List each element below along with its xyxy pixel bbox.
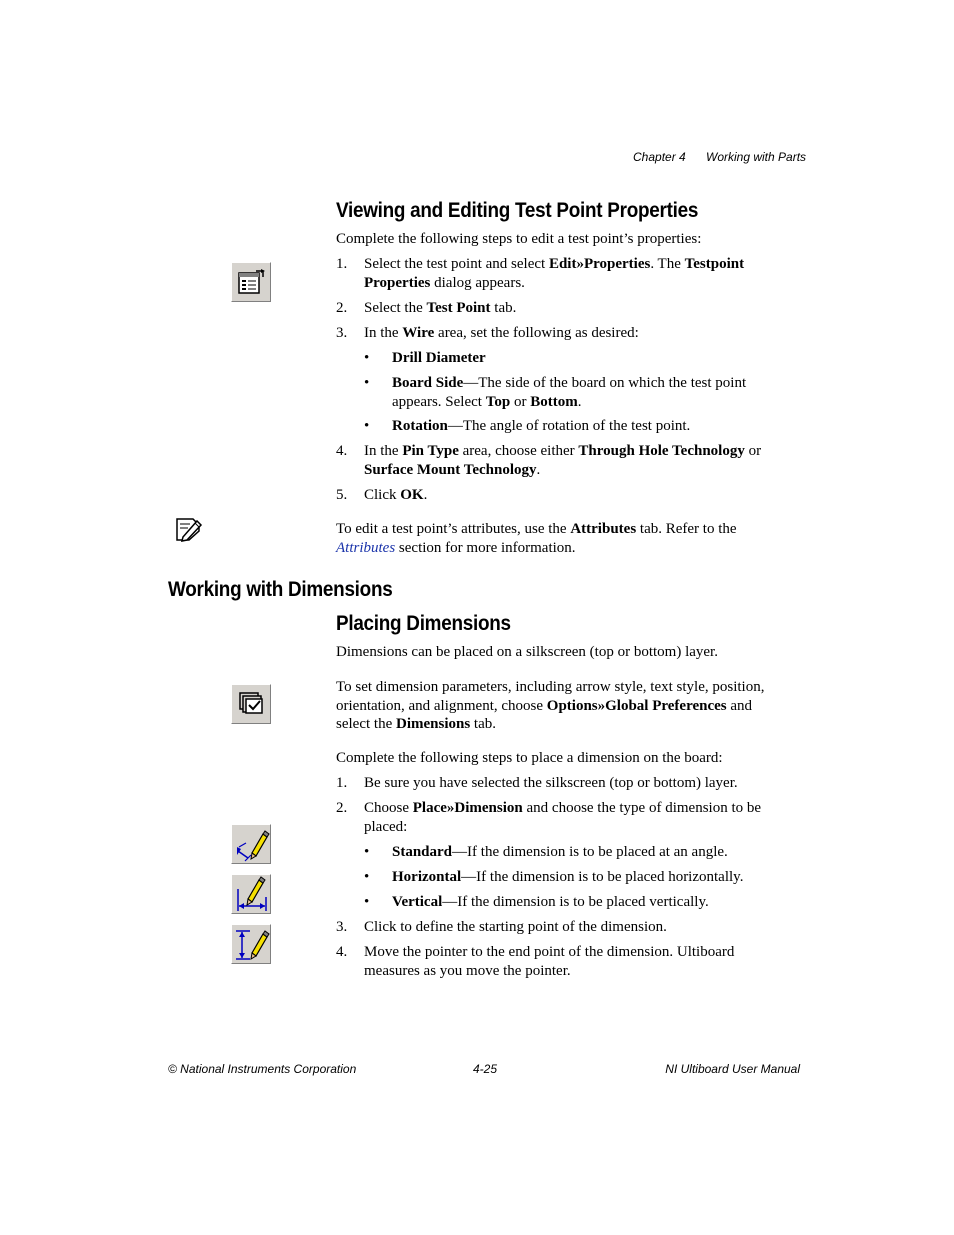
section-heading-placing-dimensions: Placing Dimensions — [336, 612, 511, 635]
step-3-a: In the — [364, 325, 403, 341]
note-c: tab. Refer to the — [636, 521, 737, 537]
bullet-marker: • — [364, 418, 370, 434]
step-1-number: 1. — [336, 256, 348, 272]
dimension-steps-intro: Complete the following steps to place a dimension on the board: — [336, 750, 723, 766]
vertical-dimension-icon — [231, 924, 271, 964]
step-4-pin-type: Pin Type — [402, 443, 459, 459]
bullet-rotation-a: —The angle of rotation of the test point. — [447, 418, 691, 434]
dim-step-4-b: measures as you move the pointer. — [364, 962, 571, 979]
footer-manual-title: NI Ultiboard User Manual — [665, 1062, 800, 1076]
bullet-drill-diameter — [392, 349, 486, 368]
step-5-text — [364, 486, 427, 505]
dim-step-2-number: 2. — [336, 800, 348, 816]
p2-e: select the — [336, 716, 396, 732]
bullet-board-side-g: . — [577, 393, 582, 410]
bullet-marker: • — [364, 375, 370, 391]
bullet-marker: • — [364, 844, 370, 860]
section-heading-dimensions: Working with Dimensions — [168, 578, 393, 601]
bullet-board-side-top: Top — [485, 393, 511, 410]
step-3-c: area, set the following as desired: — [434, 325, 639, 341]
dim-step-1-number: 1. — [336, 775, 348, 791]
bullet-vertical-a: —If the dimension is to be placed vertically. — [442, 894, 709, 910]
dim-step-1-text: Be sure you have selected the silkscreen (top or bottom) layer. — [364, 775, 738, 791]
step-1-c: . The — [650, 256, 685, 272]
bullet-vertical — [392, 893, 709, 912]
dim-step-3-text: Click to define the starting point of the dimension. — [364, 919, 667, 935]
step-2-text — [364, 299, 516, 318]
step-5-number: 5. — [336, 487, 348, 503]
step-4-g: . — [536, 461, 541, 478]
step-2-c: tab. — [490, 300, 517, 316]
bullet-board-side-bottom: Bottom — [530, 393, 578, 410]
p2-b: orientation, and alignment, choose — [336, 697, 547, 714]
footer-page-number: 4-25 — [473, 1062, 498, 1076]
bullet-marker: • — [364, 894, 370, 910]
step-2-number: 2. — [336, 300, 348, 316]
bullet-board-side-c: appears. Select — [392, 393, 486, 410]
dim-step-3-number: 3. — [336, 919, 348, 935]
note-attributes-tab: Attributes — [570, 521, 637, 537]
step-1-menu: Edit»Properties — [548, 256, 651, 272]
step-5-a: Click — [364, 487, 401, 503]
dim-step-4-a: Move the pointer to the end point of the dimension. Ultiboard — [364, 944, 735, 960]
bullet-board-side-e: or — [510, 393, 531, 410]
dim-step-2-text — [364, 799, 794, 836]
dimensions-intro: Dimensions can be placed on a silkscreen (top or bottom) layer. — [336, 644, 718, 660]
step-4-c: area, choose either — [458, 443, 579, 459]
note-icon — [175, 516, 203, 542]
bullet-board-side-label: Board Side — [392, 375, 464, 391]
step-4-a: In the — [364, 443, 403, 459]
p2-a: To set dimension parameters, including arrow style, text style, position, — [336, 679, 765, 695]
properties-icon — [231, 262, 271, 302]
running-header-chapter: Chapter 4 — [633, 150, 686, 164]
running-header-section: Working with Parts — [706, 150, 807, 164]
note-paragraph — [336, 520, 796, 557]
bullet-horizontal-label: Horizontal — [392, 869, 462, 885]
bullet-standard-a: —If the dimension is to be placed at an angle. — [452, 844, 728, 860]
step-4-e: or — [744, 443, 762, 459]
step-1-dialog-b: Properties — [364, 274, 431, 291]
bullet-board-side-a: —The side of the board on which the test point — [463, 375, 747, 391]
horizontal-dimension-icon — [231, 874, 271, 914]
p2-tab: Dimensions — [395, 716, 471, 732]
step-3-number: 3. — [336, 325, 348, 341]
step-5-c: . — [423, 487, 428, 503]
step-1-text — [364, 255, 794, 292]
step-3-text — [364, 324, 639, 343]
intro-paragraph: Complete the following steps to edit a test point’s properties: — [336, 231, 702, 247]
bullet-vertical-label: Vertical — [392, 894, 443, 910]
step-1-dialog-a: Testpoint — [684, 256, 745, 272]
dim-step-4-number: 4. — [336, 944, 348, 960]
bullet-board-side — [392, 374, 792, 411]
footer-copyright: © National Instruments Corporation — [168, 1062, 357, 1076]
dim-step-2-d: placed: — [364, 818, 408, 835]
p2-menu: Options»Global Preferences — [546, 697, 727, 714]
global-preferences-icon — [231, 684, 271, 724]
dim-step-2-c: and choose the type of dimension to be — [522, 800, 762, 816]
p2-d: and — [726, 697, 753, 714]
bullet-horizontal-a: —If the dimension is to be placed horizontally. — [461, 869, 744, 885]
attributes-link[interactable]: Attributes — [336, 539, 396, 556]
bullet-standard — [392, 843, 728, 862]
dim-step-2-menu: Place»Dimension — [412, 800, 523, 816]
bullet-horizontal — [392, 868, 743, 887]
bullet-rotation-label: Rotation — [392, 418, 448, 434]
bullet-standard-label: Standard — [392, 844, 453, 860]
bullet-drill-diameter-label: Drill Diameter — [392, 350, 486, 366]
step-2-tab: Test Point — [426, 300, 491, 316]
step-4-text — [364, 442, 804, 479]
step-5-ok: OK — [400, 487, 424, 503]
step-4-tht: Through Hole Technology — [578, 443, 745, 459]
note-a: To edit a test point’s attributes, use the — [336, 521, 571, 537]
dimension-parameters-paragraph — [336, 678, 796, 734]
bullet-marker: • — [364, 869, 370, 885]
bullet-rotation — [392, 417, 690, 436]
bullet-marker: • — [364, 350, 370, 366]
standard-dimension-icon — [231, 824, 271, 864]
dim-step-2-a: Choose — [364, 800, 413, 816]
p2-g: tab. — [470, 716, 496, 732]
step-1-d: dialog appears. — [430, 274, 525, 291]
step-4-number: 4. — [336, 443, 348, 459]
section-heading-test-point: Viewing and Editing Test Point Properties — [336, 199, 699, 222]
step-2-a: Select the — [364, 300, 427, 316]
note-d: section for more information. — [395, 539, 576, 556]
step-4-smt: Surface Mount Technology — [364, 461, 537, 478]
dim-step-4-text — [364, 943, 794, 980]
step-1-a: Select the test point and select — [364, 256, 549, 272]
step-3-area: Wire — [402, 325, 435, 341]
